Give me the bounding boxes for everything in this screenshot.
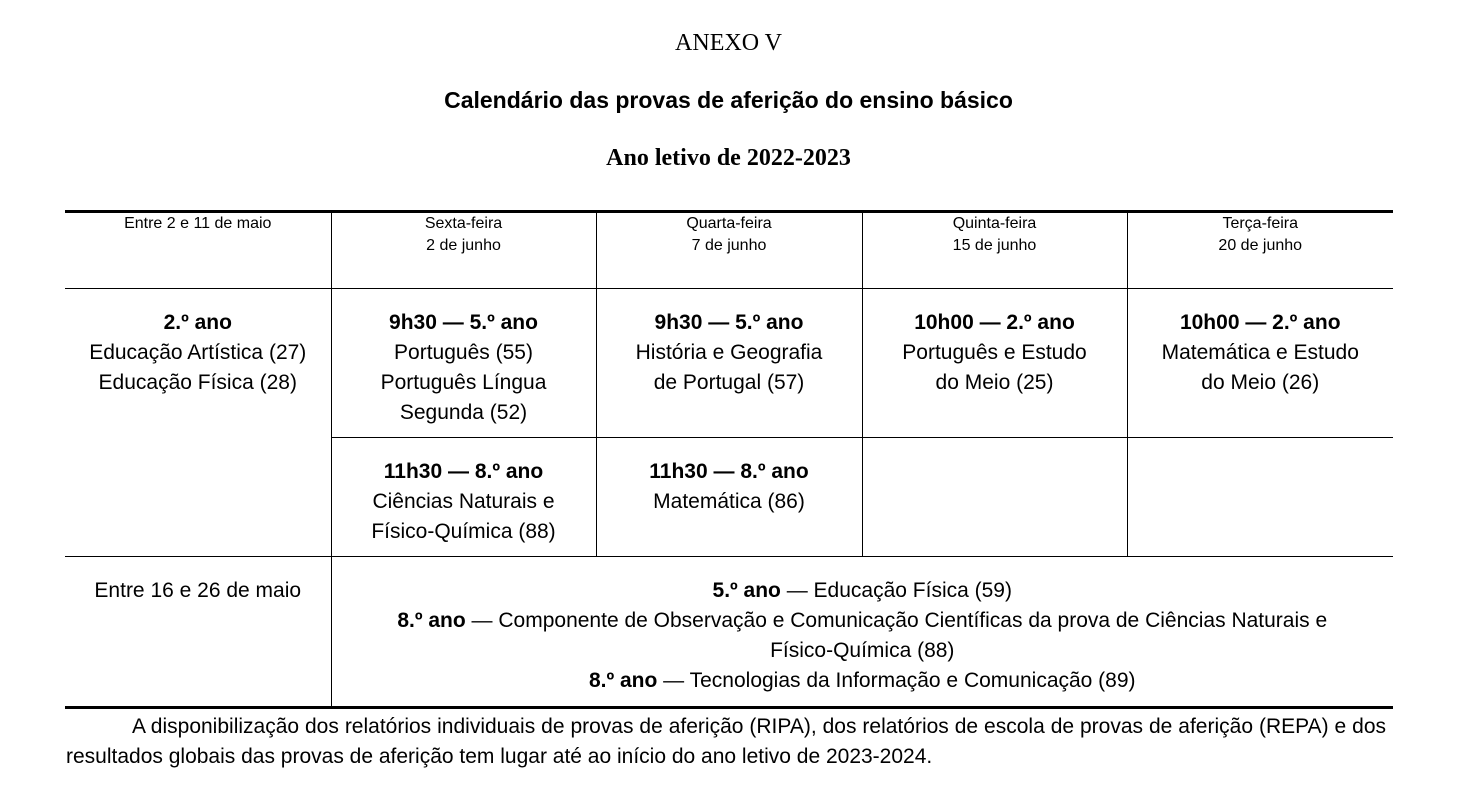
june-15-morning-cell [862,289,1127,438]
exam-time-heading: 10h00 — 2.º ano [914,311,1075,334]
exam-entry-text: — Educação Física (59) [780,579,1012,602]
exam-subject: Matemática e Estudo [1161,341,1359,364]
may-early-cell [65,289,331,557]
table-row [65,557,1393,708]
header-weekday: Quinta-feira [952,215,1037,232]
exam-entry-text: — Componente de Observação e Comunicação Científicas da prova de Ciências Naturais e Físico-Química (88) [465,609,1328,662]
exam-entry-year: 5.º ano [712,579,781,602]
header-cell-june-15 [862,212,1127,289]
exam-entry-year: 8.º ano [588,669,658,692]
exam-subject: Matemática (86) [653,490,805,513]
header-date: 7 de junho [691,237,767,254]
exam-subject: Português (55) [394,341,533,364]
exam-subject: História e Geografia [635,341,823,364]
header-date-range: Entre 2 e 11 de maio [124,215,272,232]
exam-subject: do Meio (25) [935,371,1054,394]
header-cell-june-7 [596,212,862,289]
exam-time-heading: 10h00 — 2.º ano [1179,311,1341,334]
header-weekday: Quarta-feira [686,215,772,232]
june-2-late-cell [331,438,596,557]
exam-subject: Ciências Naturais e [372,490,555,513]
header-date: 2 de junho [426,237,501,254]
exam-subject: Educação Artística (27) [89,341,307,364]
exam-year-heading: 2.º ano [163,311,232,334]
school-year-subtitle: Ano letivo de 2022-2023 [606,145,851,171]
header-weekday: Sexta-feira [424,215,503,232]
header-weekday: Terça-feira [1222,215,1299,232]
exam-subject: Físico-Química (88) [371,520,556,543]
exam-time-heading: 9h30 — 5.º ano [389,311,538,334]
exam-subject: Segunda (52) [399,401,528,424]
exam-subject: Português Língua [380,371,547,394]
exam-subject: Educação Física (28) [98,371,297,394]
header-cell-june-2 [331,212,596,289]
june-20-morning-cell [1127,289,1393,438]
header-cell-date-range [65,212,331,289]
exam-entry-text: — Tecnologias da Informação e Comunicação (89) [657,669,1136,692]
exam-time-heading: 11h30 — 8.º ano [649,460,809,483]
exam-subject: do Meio (26) [1201,371,1320,394]
exam-subject: Português e Estudo [902,341,1087,364]
exam-entry [372,606,1354,666]
annex-label: ANEXO V [675,30,782,56]
date-range-label: Entre 16 e 26 de maio [94,579,302,602]
june-15-late-cell-empty [862,438,1127,557]
may-late-entries-cell [331,557,1393,708]
exam-time-heading: 9h30 — 5.º ano [654,311,804,334]
document-title: Calendário das provas de aferição do ensino básico [444,87,1013,113]
june-2-morning-cell [331,289,596,438]
exam-calendar-table [65,210,1393,709]
header-date: 20 de junho [1218,237,1303,254]
exam-entry [372,666,1354,696]
footnote-paragraph: A disponibilização dos relatórios individuais de provas de aferição (RIPA), dos relatórios de escola de provas de aferição (REPA) e dos resultados globais das provas de aferição tem lugar até ao início do ano letivo de 2023-2024. [66,715,1386,768]
table-row [65,289,1393,438]
exam-subject: de Portugal (57) [653,371,805,394]
june-7-morning-cell [596,289,862,438]
may-late-label-cell [65,557,331,708]
exam-entry [372,576,1354,606]
header-cell-june-20 [1127,212,1393,289]
june-20-late-cell-empty [1127,438,1393,557]
exam-entry-year: 8.º ano [397,609,466,632]
june-7-late-cell [596,438,862,557]
exam-time-heading: 11h30 — 8.º ano [383,460,544,483]
table-header-row [65,212,1393,289]
header-date: 15 de junho [952,237,1037,254]
